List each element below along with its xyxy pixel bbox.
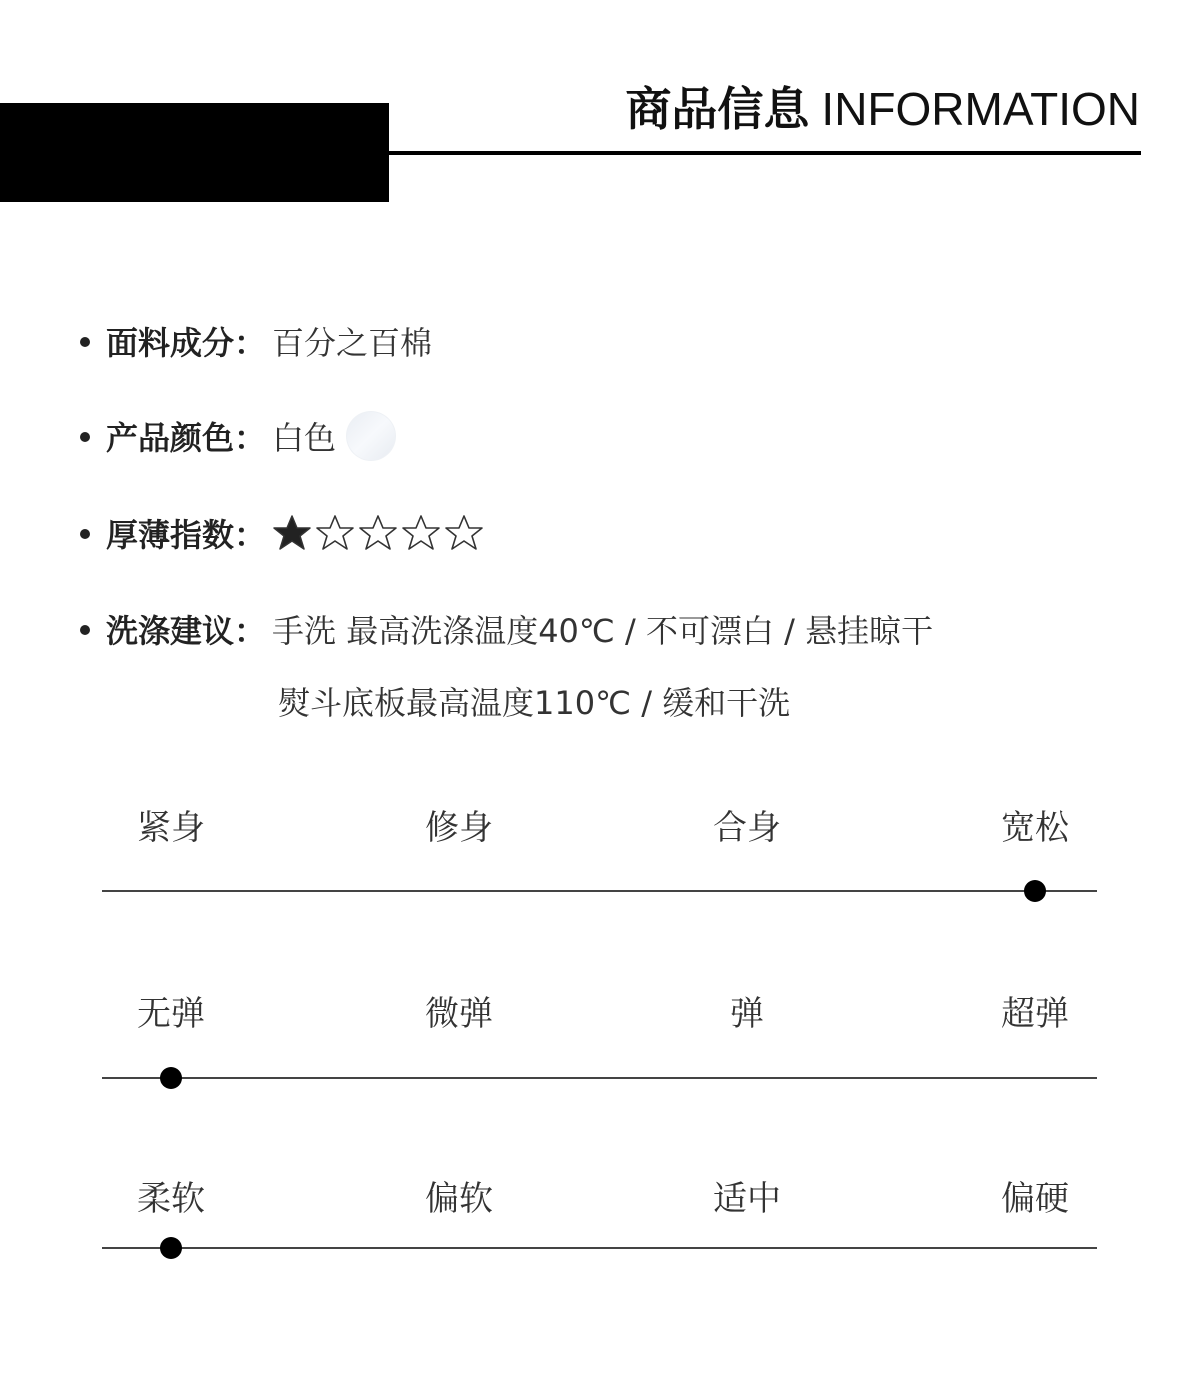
info-row-thickness [80,508,487,558]
scale-label: 偏软 [425,1179,493,1219]
wash-line2: 熨斗底板最高温度110℃ / 缓和干洗 [278,684,791,722]
page-title [625,78,1140,140]
scale-label: 柔软 [137,1179,205,1219]
page-title-zh: 商品信息 [625,82,810,136]
fabric-label: 面料成分： [106,324,267,362]
color-swatch [346,411,396,461]
thickness-label: 厚薄指数： [106,516,267,554]
info-row-color [80,411,396,461]
bullet-dot [80,625,90,635]
bullet-dot [80,529,90,539]
star-empty-icon [444,513,484,553]
bullet-dot [80,337,90,347]
wash-line1: 手洗 最高洗涤温度40℃ / 不可漂白 / 悬挂晾干 [272,612,934,650]
star-empty-icon [401,513,441,553]
scale-indicator-dot [1024,880,1046,902]
star-empty-icon [358,513,398,553]
color-value: 白色 [272,419,337,457]
scale-track [102,890,1097,892]
scale-track [102,1247,1097,1249]
star-filled-icon [272,513,312,553]
scale-label: 超弹 [1001,994,1069,1034]
info-row-wash [80,604,933,654]
scale-label: 弹 [730,994,764,1034]
scale-indicator-dot [160,1237,182,1259]
scale-label: 修身 [425,808,493,848]
header-black-block [0,103,389,202]
scale-label: 适中 [713,1179,781,1219]
fabric-value: 百分之百棉 [272,324,433,362]
scale-indicator-dot [160,1067,182,1089]
scale-label: 微弹 [425,994,493,1034]
wash-label: 洗涤建议： [106,612,267,650]
scale-label: 紧身 [137,808,205,848]
bullet-dot [80,432,90,442]
scale-label: 无弹 [137,994,205,1034]
page-title-en: INFORMATION [821,83,1140,135]
scale-label: 偏硬 [1001,1179,1069,1219]
thickness-rating [272,513,487,553]
scale-label: 合身 [713,808,781,848]
color-label: 产品颜色： [106,419,267,457]
scale-track [102,1077,1097,1079]
header-divider [389,151,1141,155]
info-row-fabric [80,316,432,366]
scale-label: 宽松 [1001,808,1069,848]
star-empty-icon [315,513,355,553]
